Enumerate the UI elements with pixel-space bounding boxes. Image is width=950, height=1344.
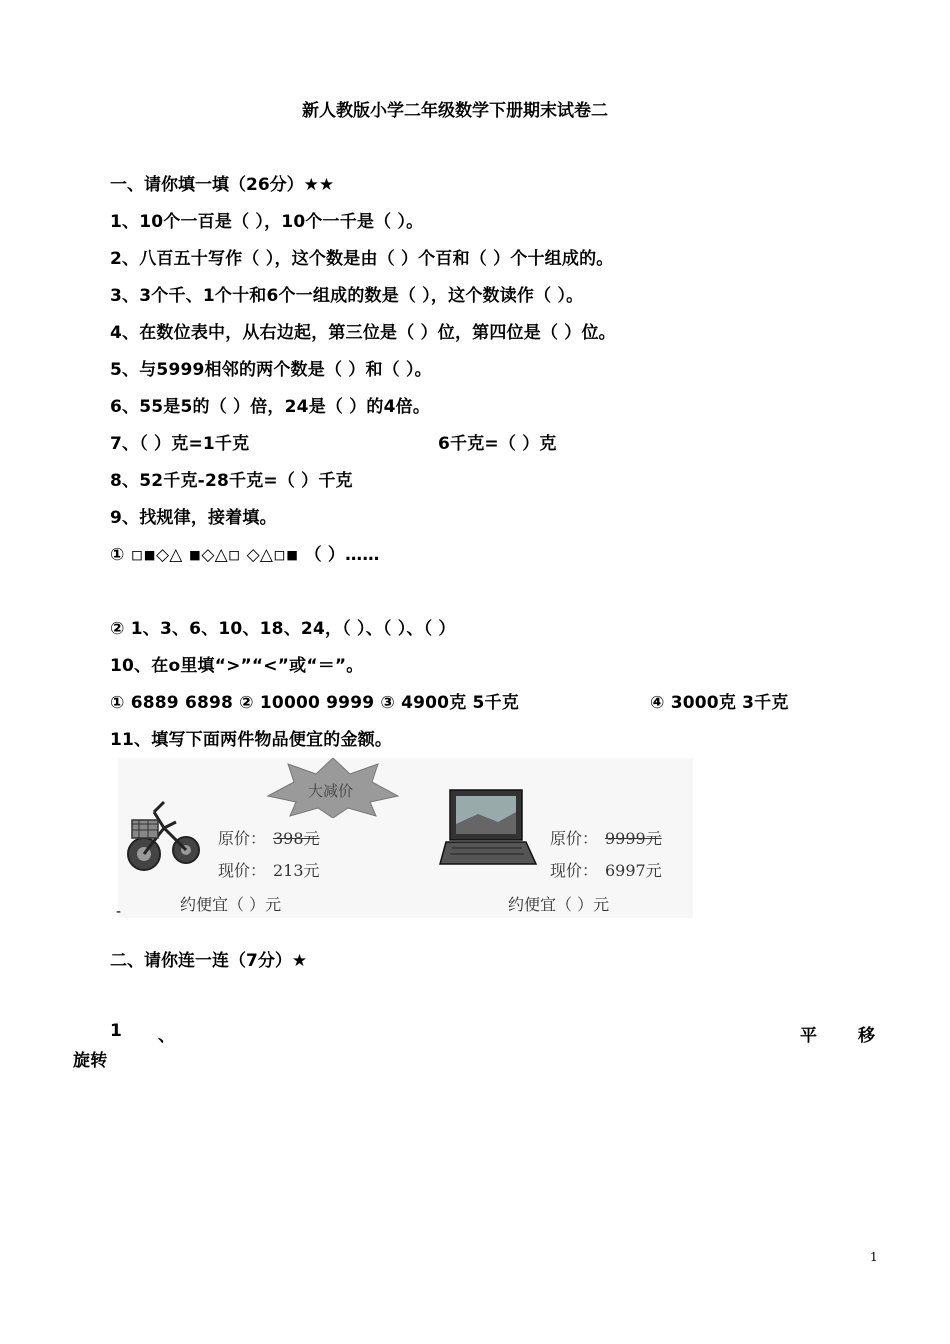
question-4: 4、在数位表中，从右边起，第三位是（ ）位，第四位是（ ）位。 — [110, 323, 616, 343]
label-ping: 平 — [800, 1026, 818, 1046]
laptop-savings: 约便宜（ ）元 — [508, 895, 610, 914]
label-yi: 移 — [858, 1026, 876, 1046]
laptop-original-price: 9999元 — [605, 829, 662, 848]
section2-question-separator: 、 — [158, 1026, 176, 1046]
page-number: 1 — [870, 1250, 878, 1264]
label-rotation: 旋转 — [73, 1051, 108, 1071]
bike-savings: 约便宜（ ）元 — [180, 895, 282, 914]
bike-original-price: 398元 — [273, 829, 320, 848]
question-1: 1、10个一百是（ ），10个一千是（ ）。 — [110, 212, 424, 232]
laptop-image — [438, 788, 538, 878]
question-5: 5、与5999相邻的两个数是（ ）和（ ）。 — [110, 360, 432, 380]
laptop-original-label: 原价： — [550, 829, 599, 848]
question-6: 6、55是5的（ ）倍，24是（ ）的4倍。 — [110, 397, 431, 417]
stray-dash: - — [116, 904, 122, 920]
bike-current-price: 213元 — [273, 861, 320, 880]
question-9: 9、找规律，接着填。 — [110, 508, 277, 528]
bicycle-image — [124, 792, 204, 882]
section2-question-number: 1 — [110, 1021, 123, 1041]
price-illustration — [118, 758, 693, 918]
laptop-current-price: 6997元 — [605, 861, 662, 880]
question-10: 10、在o里填“>”“<”或“＝”。 — [110, 656, 364, 676]
question-10-comparisons-a: ① 6889 6898 ② 10000 9999 ③ 4900克 5千克 — [110, 693, 519, 713]
section1-heading: 一、请你填一填（26分）★★ — [110, 175, 335, 195]
bike-current-label: 现价： — [218, 861, 267, 880]
bike-original-label: 原价： — [218, 829, 267, 848]
question-2: 2、八百五十写作（ ），这个数是由（ ）个百和（ ）个十组成的。 — [110, 249, 614, 269]
question-9-pattern-1: ① ◽◾◇△ ◾◇△◽ ◇△◽◾ （ ）…… — [110, 545, 380, 565]
question-8: 8、52千克-28千克=（ ）千克 — [110, 471, 353, 491]
laptop-current-label: 现价： — [550, 861, 599, 880]
sale-banner-text: 大减价 — [308, 782, 354, 800]
question-10-comparisons-b: ④ 3000克 3千克 — [650, 693, 789, 713]
question-7-part-a: 7、（ ）克=1千克 — [110, 434, 250, 454]
page-title: 新人教版小学二年级数学下册期末试卷二 — [302, 101, 608, 121]
question-9-pattern-2: ② 1、3、6、10、18、24，（ ）、（ ）、（ ） — [110, 619, 456, 639]
question-3: 3、3个千、1个十和6个一组成的数是（ ），这个数读作（ ）。 — [110, 286, 584, 306]
question-7-part-b: 6千克=（ ）克 — [438, 434, 557, 454]
question-11: 11、填写下面两件物品便宜的金额。 — [110, 730, 393, 750]
section2-heading: 二、请你连一连（7分）★ — [110, 951, 308, 971]
